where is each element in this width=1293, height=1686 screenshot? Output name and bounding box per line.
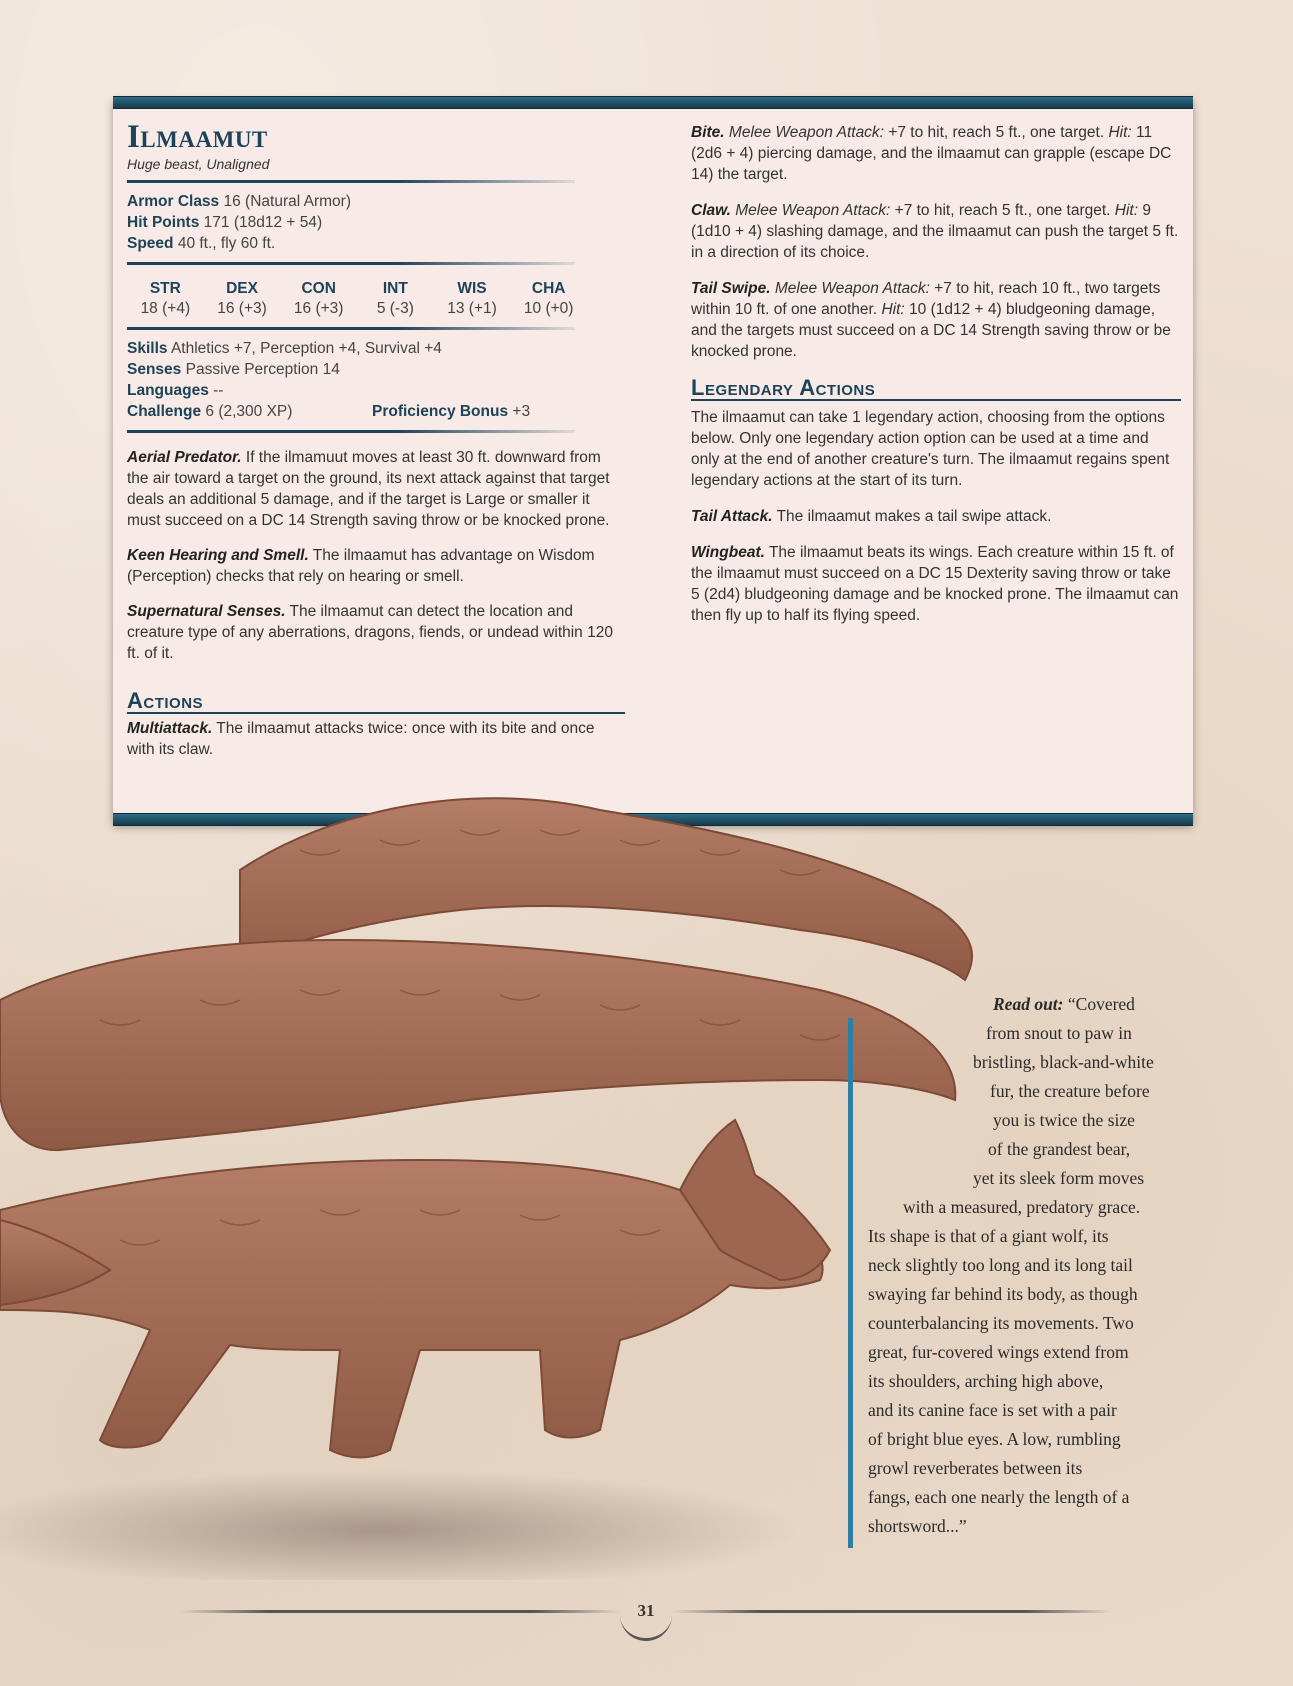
readout-line: and its canine face is set with a pair [868,1400,1117,1420]
action-tail-swipe: Tail Swipe. Melee Weapon Attack: +7 to hit, reach 10 ft., two targets within 10 ft. of one another. Hit: 10 (1d12 + 4) bludgeoning damage, and the targets must succeed on a DC 14 Strength saving throw or be knocked prone. [691,280,1171,360]
ability-int: INT 5 (-3) [376,280,414,317]
monster-name: Ilmaamut [127,119,268,155]
ability-cha: CHA 10 (+0) [523,280,574,317]
speed: Speed 40 ft., fly 60 ft. [127,235,276,252]
readout-line: fangs, each one nearly the length of a [868,1487,1130,1507]
senses: Senses Passive Perception 14 [127,361,340,378]
legendary-actions-heading: Legendary Actions [691,377,1181,401]
base-shadow [0,1470,800,1580]
readout-line: fur, the creature before [990,1081,1150,1101]
divider [127,327,575,330]
lower-wing [0,940,955,1150]
readout-text: Read out: “Covered from snout to paw in bristling, black-and-white fur, the creature before you is twice the size of the grandest bear, yet its sleek form moves with a measured, predatory grace. Its shape is that of a giant wolf, its neck slightly too long and its long tail swaying far behind its body, as though counterbalancing its movements. Two great, fur-covered wings extend from its shoulders, arching high above, and its canine face is set with a pair of bright blue eyes. A low, rumbling growl reverberates between its fangs, each one nearly the length of a shortsword...” [868,990,1198,1541]
action-bite: Bite. Melee Weapon Attack: +7 to hit, reach 5 ft., one target. Hit: 11 (2d6 + 4) piercing damage, and the ilmaamut can grapple (escape DC 14) the target. [691,124,1172,183]
readout-line: its shoulders, arching high above, [868,1371,1104,1391]
action-multiattack: Multiattack. The ilmaamut attacks twice: once with its bite and once with its claw. [127,720,595,758]
stat-block-left-column [127,120,625,774]
page-number: 31 [620,1594,672,1641]
divider [127,430,575,433]
trait-keen-hearing: Keen Hearing and Smell. The ilmaamut has advantage on Wisdom (Perception) checks that rely on hearing or smell. [127,547,595,585]
legendary-intro: The ilmaamut can take 1 legendary action, choosing from the options below. Only one legendary action option can be used at a time and only at the end of another creature's turn. The ilmaamut regains spent legendary actions at the start of its turn. [691,409,1170,489]
readout-line: of bright blue eyes. A low, rumbling [868,1429,1121,1449]
skills: Skills Athletics +7, Perception +4, Survival +4 [127,340,442,357]
stat-block-top-bar [113,96,1193,109]
stat-block [113,98,1193,824]
challenge: Challenge 6 (2,300 XP) Proficiency Bonus +3 [127,403,531,420]
readout-line: shortsword...” [868,1516,967,1536]
readout-line: with a measured, predatory grace. [903,1197,1141,1217]
footer-rule-left [180,1610,620,1613]
readout-line: bristling, black-and-white [973,1052,1154,1072]
ability-wis: WIS 13 (+1) [447,280,497,317]
readout-line: from snout to paw in [986,1023,1132,1043]
footer-rule-right [672,1610,1112,1613]
languages: Languages -- [127,382,224,399]
legendary-tail-attack: Tail Attack. The ilmaamut makes a tail swipe attack. [691,508,1052,525]
readout-label: Read out: [993,994,1064,1014]
readout-line: growl reverberates between its [868,1458,1083,1478]
ability-str: STR 18 (+4) [140,280,191,317]
actions-heading: Actions [127,690,625,714]
readout-line: Its shape is that of a giant wolf, its [868,1226,1109,1246]
divider [127,262,575,265]
ability-con: CON 16 (+3) [293,280,344,317]
legendary-wingbeat: Wingbeat. The ilmaamut beats its wings. Each creature within 15 ft. of the ilmaamut must succeed on a DC 15 Dexterity saving throw or take 5 (2d4) bludgeoning damage and be knocked prone. The ilmaamut can then fly up to half its flying speed. [691,544,1179,624]
readout-line: you is twice the size [993,1110,1135,1130]
ability-scores [127,279,587,319]
ability-dex: DEX 16 (+3) [217,280,267,317]
armor-class: Armor Class 16 (Natural Armor) [127,193,351,210]
readout-line: counterbalancing its movements. Two [868,1313,1134,1333]
stat-block-right-column [691,122,1181,641]
divider [127,180,575,183]
readout-line: swaying far behind its body, as though [868,1284,1138,1304]
trait-supernatural-senses: Supernatural Senses. The ilmaamut can detect the location and creature type of any aberrations, dragons, fiends, or undead within 120 ft. of it. [127,603,613,662]
readout-line: neck slightly too long and its long tail [868,1255,1133,1275]
readout-line: of the grandest bear, [988,1139,1131,1159]
trait-aerial-predator: Aerial Predator. If the ilmamuut moves at least 30 ft. downward from the air toward a target on the ground, its next attack against that target deals an additional 5 damage, and if the target is Large or smaller it must succeed on a DC 14 Strength saving throw or be knocked prone. [127,449,610,529]
proficiency-bonus: Proficiency Bonus +3 [372,403,531,420]
hit-points: Hit Points 171 (18d12 + 54) [127,214,323,231]
action-claw: Claw. Melee Weapon Attack: +7 to hit, reach 5 ft., one target. Hit: 9 (1d10 + 4) slashing damage, and the ilmaamut can push the target 5 ft. in a direction of its choice. [691,202,1179,261]
readout-rule [848,1018,853,1548]
monster-type: Huge beast, Unaligned [127,156,270,172]
readout-line: great, fur-covered wings extend from [868,1342,1129,1362]
readout-line: yet its sleek form moves [973,1168,1145,1188]
